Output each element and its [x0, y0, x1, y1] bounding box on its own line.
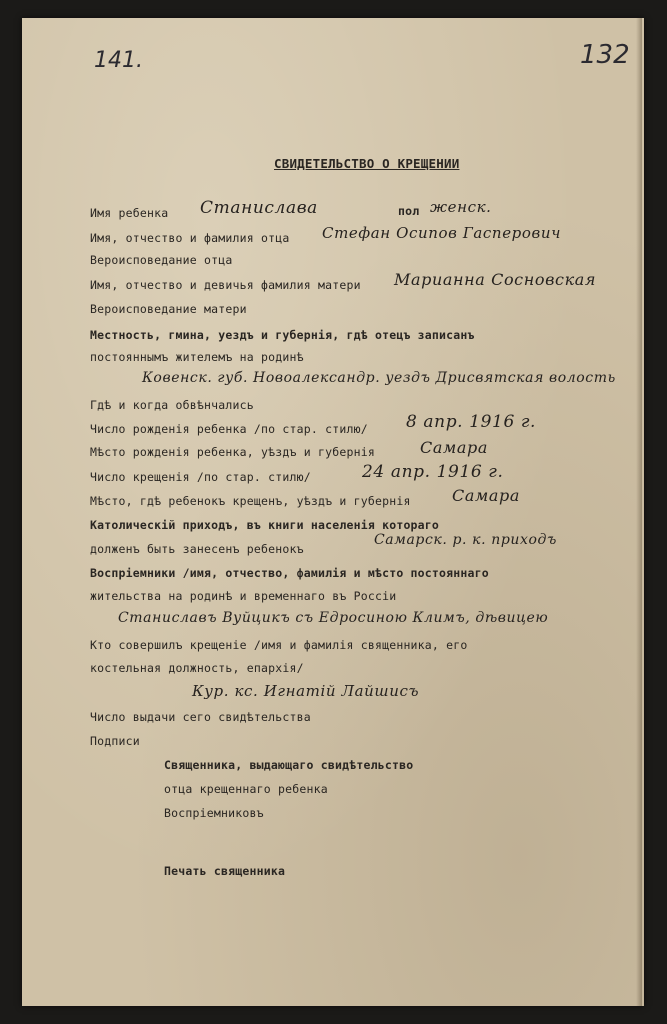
sex-label: пол: [398, 204, 420, 218]
sig-godparents-label: Воспріемниковъ: [164, 806, 264, 820]
father-value: Стефан Осипов Гасперович: [322, 224, 562, 242]
godparents-label-2: жительства на родинѣ и временнаго въ Россіи: [90, 589, 397, 603]
signatures-label: Подписи: [90, 734, 140, 748]
locality-value: Ковенск. губ. Новоалександр. уездъ Дрисвятская волость: [142, 370, 616, 386]
birth-date-value: 8 апр. 1916 г.: [406, 412, 537, 432]
issue-date-label: Число выдачи сего свидѣтельства: [90, 710, 311, 724]
seal-label: Печать священника: [164, 864, 286, 878]
sig-priest-label: Священника, выдающаго свидѣтельство: [164, 758, 414, 772]
baptism-date-label: Число крещенія /по стар. стилю/: [90, 470, 311, 484]
priest-label-1: Кто совершилъ крещеніе /имя и фамилія священника, его: [90, 638, 468, 652]
godparents-value: Станиславъ Вуйцикъ съ Едросиною Климъ, дѣвицею: [118, 610, 549, 626]
birth-date-label: Число рожденія ребенка /по стар. стилю/: [90, 422, 368, 436]
birth-place-label: Мѣсто рожденія ребенка, уѣздъ и губернія: [90, 445, 375, 459]
marriage-label: Гдѣ и когда обвѣнчались: [90, 398, 254, 412]
father-label: Имя, отчество и фамилия отца: [90, 231, 290, 245]
parish-value: Самарск. р. к. приходъ: [374, 532, 557, 548]
mother-religion-label: Вероисповедание матери: [90, 302, 247, 316]
baptism-date-value: 24 апр. 1916 г.: [362, 462, 504, 482]
child-name-label: Имя ребенка: [90, 206, 169, 220]
sig-father-label: отца крещеннаго ребенка: [164, 782, 328, 796]
godparents-label-1: Воспріемники /имя, отчество, фамилія и мѣсто постояннаго: [90, 566, 489, 580]
locality-label-1: Местность, гмина, уездъ и губернія, гдѣ отецъ записанъ: [90, 328, 475, 342]
father-religion-label: Вероисповедание отца: [90, 253, 233, 267]
baptism-place-label: Мѣсто, гдѣ ребенокъ крещенъ, уѣздъ и губернія: [90, 494, 411, 508]
page-fold-shadow: [636, 18, 642, 1006]
parish-label-1: Католическій приходъ, въ книги населенія котораго: [90, 518, 440, 532]
baptism-place-value: Самара: [452, 486, 520, 505]
mother-label: Имя, отчество и девичья фамилия матери: [90, 278, 361, 292]
document-title: СВИДЕТЕЛЬСТВО О КРЕЩЕНИИ: [274, 156, 460, 171]
document-page: [22, 18, 644, 1006]
priest-value: Кур. кс. Игнатій Лайшисъ: [192, 682, 420, 700]
priest-label-2: костельная должность, епархія/: [90, 661, 304, 675]
locality-label-2: постояннымъ жителемъ на родинѣ: [90, 350, 304, 364]
child-name-value: Станислава: [200, 198, 318, 218]
mother-value: Марианна Сосновская: [394, 270, 597, 289]
birth-place-value: Самара: [420, 438, 488, 457]
parish-label-2: долженъ быть занесенъ ребенокъ: [90, 542, 304, 556]
sex-value: женск.: [430, 198, 492, 216]
page-number-left: 141.: [94, 48, 143, 73]
page-number-right: 132: [580, 40, 630, 70]
